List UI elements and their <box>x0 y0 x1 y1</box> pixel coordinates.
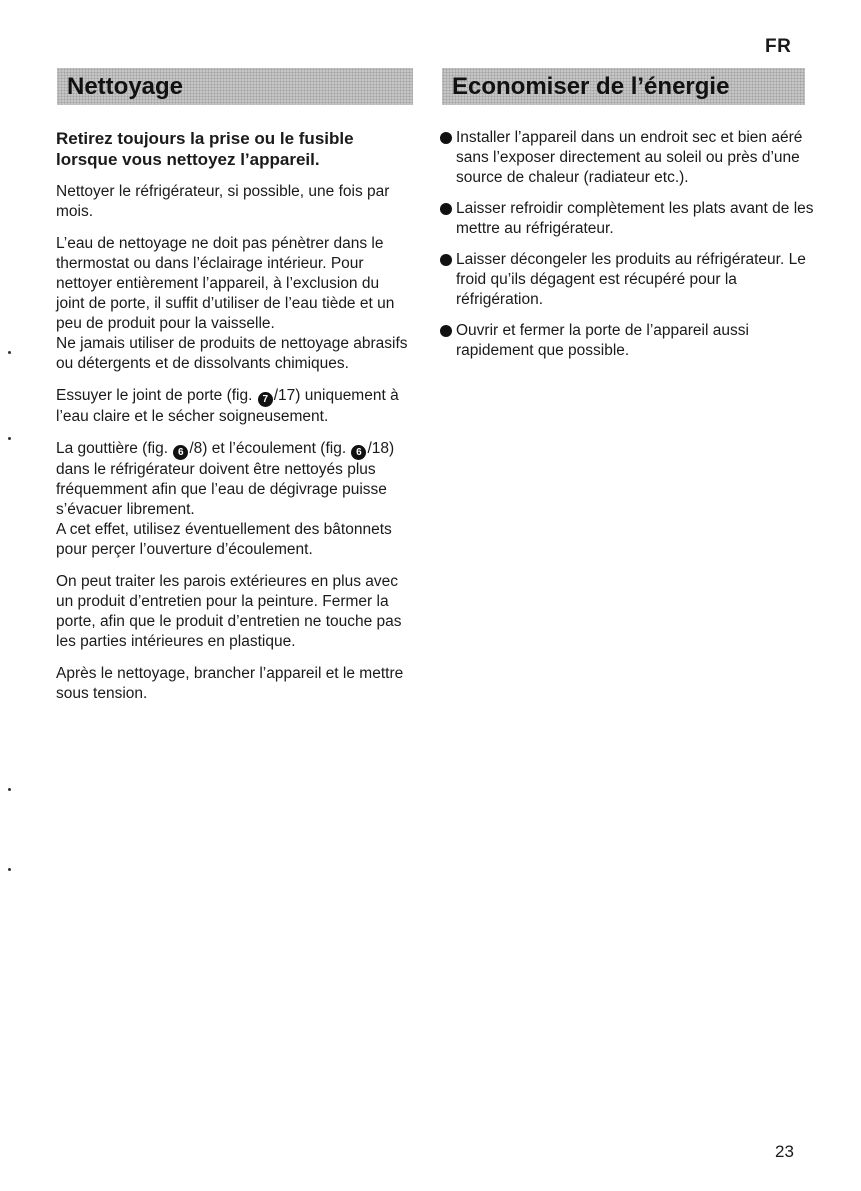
figure-ref-icon: 6 <box>173 445 188 460</box>
paragraph-water: L’eau de nettoyage ne doit pas pénètrer dans le thermostat ou dans l’éclairage intérieur. Pour nettoyer entièrement l’appareil, à l’exclusion du joint de porte, il suffit d’utiliser de l’eau tiède et un peu de produit pour la vaisselle. <box>56 235 395 332</box>
left-column <box>56 128 408 716</box>
drain-text-4: A cet effet, utilisez éventuellement des bâtonnets pour perçer l’ouverture d’écoulement. <box>56 521 392 558</box>
paragraph-door-seal <box>56 386 408 427</box>
energy-tip-text: Laisser refroidir complètement les plats avant de les mettre au réfrigérateur. <box>456 200 814 237</box>
paragraph-drain <box>56 439 408 560</box>
paragraph-exterior: On peut traiter les parois extérieures en plus avec un produit d’entretien pour la peinture. Fermer la porte, afin que le produit d’entretien ne touche pas les parties intérieures en plastique. <box>56 573 402 650</box>
right-column <box>440 128 820 372</box>
paragraph-abrasives: Ne jamais utiliser de produits de nettoyage abrasifs ou détergents et de dissolvants chimiques. <box>56 335 408 372</box>
section-heading-energy: Economiser de l’énergie <box>442 68 805 105</box>
energy-tip <box>440 250 820 310</box>
energy-tip-text: Ouvrir et fermer la porte de l’appareil aussi rapidement que possible. <box>456 322 749 359</box>
energy-tip <box>440 199 820 239</box>
drain-text-1: La gouttière (fig. <box>56 440 169 457</box>
bullet-icon <box>440 132 452 144</box>
figure-ref-icon: 6 <box>351 445 366 460</box>
figure-ref-icon: 7 <box>258 392 273 407</box>
door-seal-text-2: /17) uniquement à l’eau claire et le sécher soigneusement. <box>56 387 399 425</box>
page-number: 23 <box>775 1142 794 1161</box>
scan-mark <box>8 788 11 791</box>
drain-text-2: /8) et l’écoulement (fig. <box>189 440 347 457</box>
paragraph-after-cleaning: Après le nettoyage, brancher l’appareil et le mettre sous tension. <box>56 665 404 702</box>
scan-mark <box>8 437 11 440</box>
scan-mark <box>8 868 11 871</box>
bullet-icon <box>440 203 452 215</box>
energy-tip-text: Installer l’appareil dans un endroit sec et bien aéré sans l’exposer directement au soleil ou près d’une source de chaleur (radiateur etc.). <box>456 129 803 186</box>
bullet-icon <box>440 254 452 266</box>
section-heading-cleaning: Nettoyage <box>57 68 413 105</box>
energy-tip <box>440 128 820 188</box>
paragraph-frequency: Nettoyer le réfrigérateur, si possible, une fois par mois. <box>56 183 390 220</box>
energy-tip <box>440 321 820 361</box>
safety-warning: Retirez toujours la prise ou le fusible lorsque vous nettoyez l’appareil. <box>56 129 354 169</box>
bullet-icon <box>440 325 452 337</box>
door-seal-text-1: Essuyer le joint de porte (fig. <box>56 387 253 404</box>
language-code: FR <box>765 36 792 57</box>
energy-tip-text: Laisser décongeler les produits au réfrigérateur. Le froid qu’ils dégagent est récupéré pour la réfrigération. <box>456 251 806 308</box>
drain-text-3: /18) dans le réfrigérateur doivent être nettoyés plus fréquemment afin que l’eau de dégivrage puisse s’évacuer librement. <box>56 440 395 518</box>
scan-mark <box>8 351 11 354</box>
